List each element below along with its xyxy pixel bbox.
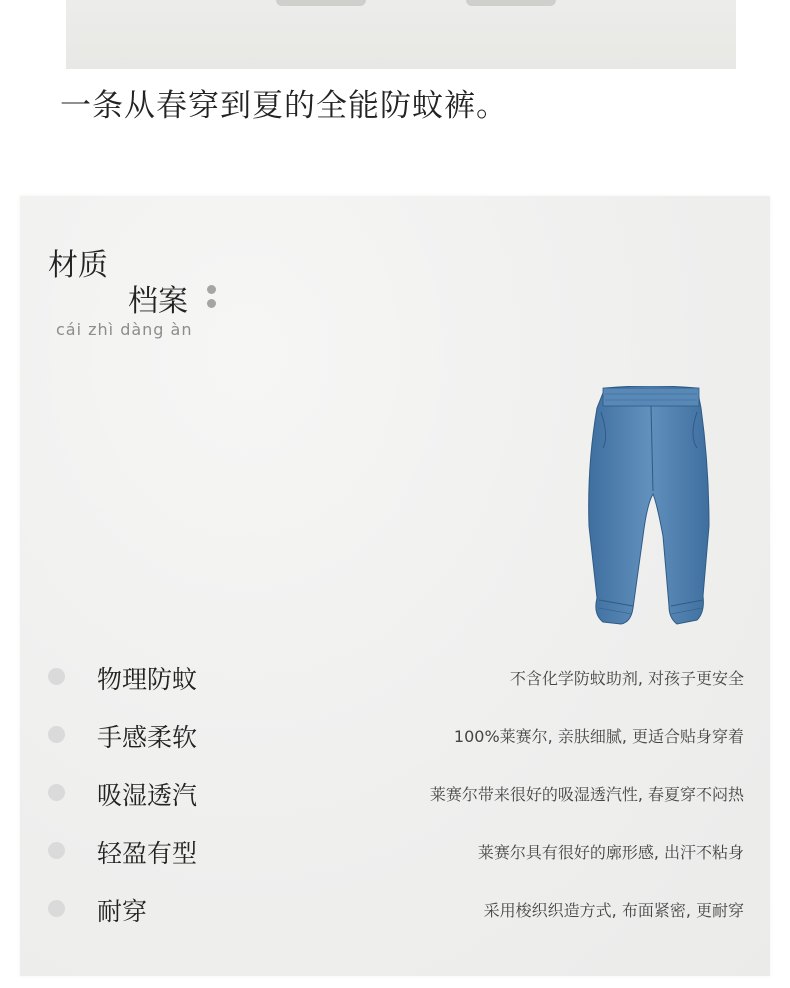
photo-shadow-left	[276, 0, 366, 6]
bullet-icon	[48, 784, 65, 801]
section-title-line1: 材质	[48, 248, 108, 283]
feature-name: 物理防蚊	[97, 665, 198, 694]
feature-row	[20, 888, 770, 946]
bullet-icon	[48, 842, 65, 859]
title-colon-dots	[207, 285, 217, 313]
denim-pants-image	[585, 386, 715, 631]
bullet-icon	[48, 900, 65, 917]
feature-list	[20, 656, 770, 946]
feature-row	[20, 656, 770, 714]
feature-desc: 莱赛尔带来很好的吸湿透汽性, 春夏穿不闷热	[429, 785, 744, 804]
bullet-icon	[48, 668, 65, 685]
feature-name: 轻盈有型	[97, 839, 198, 868]
feature-row	[20, 714, 770, 772]
feature-desc: 100%莱赛尔, 亲肤细腻, 更适合贴身穿着	[453, 727, 744, 746]
section-pinyin: cái zhì dàng àn	[56, 320, 193, 339]
top-product-photo	[66, 0, 736, 69]
tagline: 一条从春穿到夏的全能防蚊裤。	[60, 88, 508, 124]
section-title-line2: 档案	[128, 284, 188, 319]
feature-row	[20, 830, 770, 888]
bullet-icon	[48, 726, 65, 743]
feature-desc: 不含化学防蚊助剂, 对孩子更安全	[509, 669, 744, 688]
photo-shadow-right	[466, 0, 556, 6]
material-profile-card	[20, 196, 770, 976]
feature-name: 手感柔软	[97, 723, 198, 752]
feature-name: 吸湿透汽	[97, 781, 198, 810]
feature-desc: 采用梭织织造方式, 布面紧密, 更耐穿	[483, 901, 744, 920]
feature-name: 耐穿	[97, 897, 148, 926]
feature-row	[20, 772, 770, 830]
feature-desc: 莱赛尔具有很好的廓形感, 出汗不粘身	[477, 843, 744, 862]
